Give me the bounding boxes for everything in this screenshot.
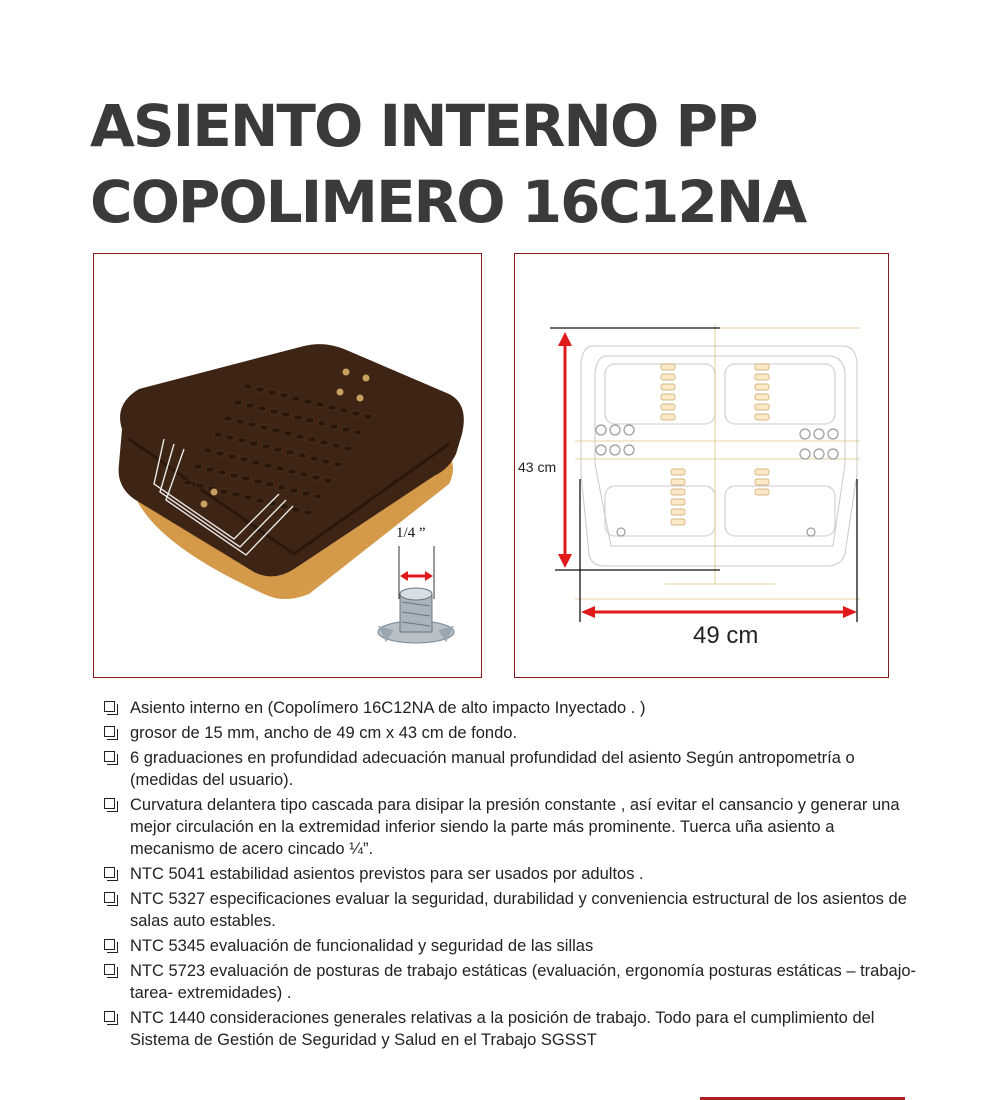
height-dimension-arrow (558, 332, 572, 568)
feature-item-2: grosor de 15 mm, ancho de 49 cm x 43 cm de fondo. (100, 722, 920, 744)
checkbox-bullet-icon (104, 701, 115, 712)
feature-item-5: NTC 5041 estabilidad asientos previstos para ser usados por adultos . (100, 863, 920, 885)
feature-list (100, 697, 920, 1054)
feature-item-6: NTC 5327 especificaciones evaluar la seguridad, durabilidad y conveniencia estructural de los asientos de salas auto estables. (100, 888, 920, 932)
checkbox-bullet-icon (104, 1011, 115, 1022)
checkbox-bullet-icon (104, 939, 115, 950)
t-nut-image (378, 588, 454, 643)
seat-dimension-drawing (515, 254, 887, 676)
height-dimension-label: 43 cm (518, 459, 557, 475)
width-dimension-label: 49 cm (693, 622, 759, 649)
seat-body (119, 344, 464, 576)
feature-item-8: NTC 5723 evaluación de posturas de trabajo estáticas (evaluación, ergonomía posturas estáticas – trabajo- tarea- extremidades) . (100, 960, 920, 1004)
feature-item-4: Curvatura delantera tipo cascada para disipar la presión constante , así evitar el cansancio y generar una mejor circulación en la extremidad inferior siendo la parte más prominente. Tuerca uña asiento a mecanismo de acero cincado ¼”. (100, 794, 920, 860)
title-line-2: COPOLIMERO 16C12NA (90, 168, 806, 236)
feature-item-7: NTC 5345 evaluación de funcionalidad y seguridad de las sillas (100, 935, 920, 957)
feature-item-9: NTC 1440 consideraciones generales relativas a la posición de trabajo. Todo para el cumplimiento del Sistema de Gestión de Seguridad y Salud en el Trabajo SGSST (100, 1007, 920, 1051)
seat-photo-panel (93, 253, 482, 678)
checkbox-bullet-icon (104, 726, 115, 737)
feature-item-1: Asiento interno en (Copolímero 16C12NA de alto impacto Inyectado . ) (100, 697, 920, 719)
width-dimension-arrow (581, 606, 857, 618)
checkbox-bullet-icon (104, 867, 115, 878)
nut-size-label: 1/4 ” (396, 525, 426, 541)
feature-item-3: 6 graduaciones en profundidad adecuación manual profundidad del asiento Según antropometría o (medidas del usuario). (100, 747, 920, 791)
checkbox-bullet-icon (104, 964, 115, 975)
seat-dimension-drawing-panel (514, 253, 889, 678)
title-line-1: ASIENTO INTERNO PP (90, 92, 757, 160)
checkbox-bullet-icon (104, 751, 115, 762)
page-title (90, 88, 950, 240)
seat-photo-illustration (94, 254, 480, 676)
checkbox-bullet-icon (104, 892, 115, 903)
checkbox-bullet-icon (104, 798, 115, 809)
